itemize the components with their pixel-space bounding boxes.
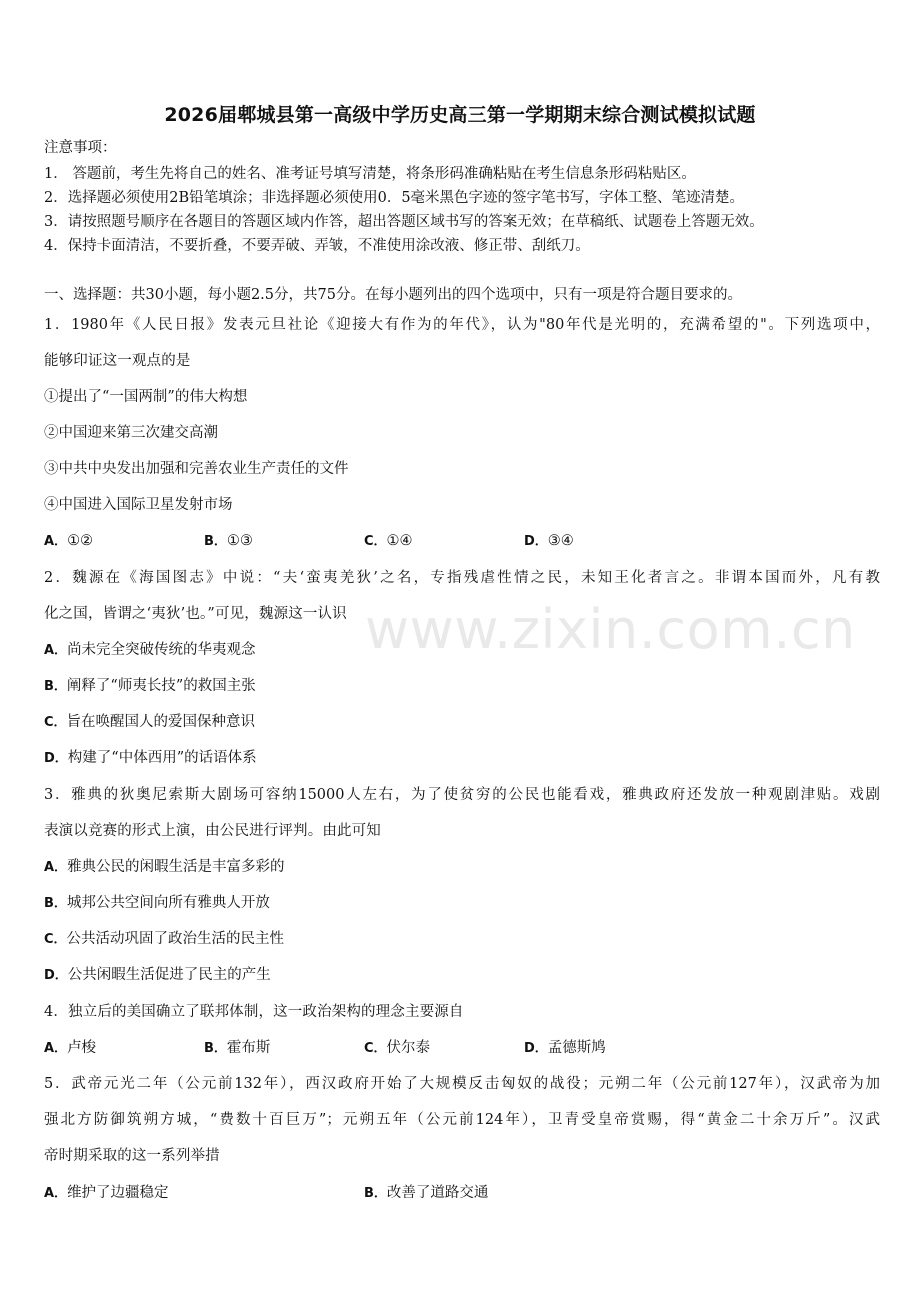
option-letter: A． <box>44 534 68 549</box>
notice-heading: 注意事项： <box>44 140 117 156</box>
option-letter: C． <box>364 534 387 549</box>
option-a[interactable] <box>44 1181 169 1202</box>
question-3-option-d[interactable] <box>44 963 271 984</box>
option-letter: B． <box>364 1186 387 1201</box>
option-letter: B． <box>204 534 227 549</box>
question-1-statement: ④中国进入国际卫星发射市场 <box>44 497 233 513</box>
option-text: 卢梭 <box>67 1040 97 1056</box>
option-b[interactable] <box>204 1036 270 1057</box>
question-1-options <box>44 530 880 552</box>
option-letter: C． <box>44 932 67 947</box>
question-5-stem-line: 强北方防御筑朔方城，“费数十百巨万”；元朔五年（公元前124年），卫青受皇帝赏赐，得“黄金二十余万斤”。汉武 <box>44 1112 880 1128</box>
question-2-option-d[interactable] <box>44 746 257 767</box>
question-5-stem-line: 5．武帝元光二年（公元前132年），西汉政府开始了大规模反击匈奴的战役；元朔二年（公元前127年），汉武帝为加 <box>44 1076 880 1092</box>
option-letter: D． <box>44 751 68 766</box>
option-letter: B． <box>44 896 67 911</box>
question-4-options <box>44 1036 880 1058</box>
option-d[interactable] <box>524 1036 606 1057</box>
notice-item: 4．保持卡面清洁，不要折叠，不要弄破、弄皱，不准使用涂改液、修正带、刮纸刀。 <box>44 238 590 254</box>
question-1-stem-line: 能够印证这一观点的是 <box>44 353 191 369</box>
notice-item: 2．选择题必须使用2B铅笔填涂；非选择题必须使用0．5毫米黑色字迹的签字笔书写，字体工整、笔迹清楚。 <box>44 190 745 206</box>
question-3-stem-line: 表演以竞赛的形式上演，由公民进行评判。由此可知 <box>44 823 381 839</box>
watermark: www.zixin.com.cn <box>365 598 856 661</box>
option-letter: A． <box>44 643 68 658</box>
option-text: ①③ <box>226 533 253 549</box>
option-c[interactable] <box>364 530 413 549</box>
option-letter: C． <box>44 715 67 730</box>
option-text: 霍布斯 <box>226 1040 271 1056</box>
option-text: 旨在唤醒国人的爱国保种意识 <box>66 714 256 730</box>
option-letter: B． <box>204 1041 227 1056</box>
question-5-stem-line: 帝时期采取的这一系列举措 <box>44 1148 220 1164</box>
section-heading: 一、选择题：共30小题，每小题2.5分，共75分。在每小题列出的四个选项中，只有一项是符合题目要求的。 <box>44 287 742 303</box>
question-1-statement: ③中共中央发出加强和完善农业生产责任的文件 <box>44 461 349 477</box>
question-4-stem-line: 4．独立后的美国确立了联邦体制，这一政治架构的理念主要源自 <box>44 1004 464 1020</box>
option-d[interactable] <box>524 530 574 549</box>
question-1-statement: ①提出了“一国两制”的伟大构想 <box>44 389 248 405</box>
option-text: ①② <box>67 533 94 549</box>
question-2-option-b[interactable] <box>44 674 256 695</box>
option-text: 公共活动巩固了政治生活的民主性 <box>66 931 285 947</box>
option-text: 公共闲暇生活促进了民主的产生 <box>67 967 271 983</box>
option-letter: A． <box>44 1041 68 1056</box>
option-text: 维护了边疆稳定 <box>67 1185 169 1201</box>
option-text: 雅典公民的闲暇生活是丰富多彩的 <box>67 859 285 875</box>
question-5-options <box>44 1181 880 1203</box>
option-a[interactable] <box>44 1036 96 1057</box>
option-text: ③④ <box>547 533 574 549</box>
question-3-option-b[interactable] <box>44 891 270 912</box>
question-1-stem-line: 1．1980年《人民日报》发表元旦社论《迎接大有作为的年代》，认为"80年代是光明的，充满希望的"。下列选项中， <box>44 317 880 333</box>
option-letter: A． <box>44 860 68 875</box>
option-letter: C． <box>364 1041 387 1056</box>
question-3-stem-line: 3．雅典的狄奥尼索斯大剧场可容纳15000人左右，为了使贫穷的公民也能看戏，雅典政府还发放一种观剧津贴。戏剧 <box>44 787 880 803</box>
question-2-option-c[interactable] <box>44 710 255 731</box>
question-3-option-a[interactable] <box>44 855 285 876</box>
option-text: 城邦公共空间向所有雅典人开放 <box>66 895 270 911</box>
option-b[interactable] <box>364 1181 488 1202</box>
option-text: 孟德斯鸠 <box>547 1040 606 1056</box>
option-letter: D． <box>44 968 68 983</box>
exam-title: 2026届郫城县第一高级中学历史高三第一学期期末综合测试模拟试题 <box>164 104 756 126</box>
option-text: 构建了“中体西用”的话语体系 <box>67 750 257 766</box>
option-letter: D． <box>524 534 548 549</box>
option-c[interactable] <box>364 1036 430 1057</box>
option-text: 尚未完全突破传统的华夷观念 <box>67 642 256 658</box>
option-letter: D． <box>524 1041 548 1056</box>
question-1-statement: ②中国迎来第三次建交高潮 <box>44 425 218 441</box>
notice-item: 3．请按照题号顺序在各题目的答题区域内作答，超出答题区域书写的答案无效；在草稿纸、试题卷上答题无效。 <box>44 214 764 230</box>
question-2-option-a[interactable] <box>44 638 256 659</box>
option-b[interactable] <box>204 530 253 549</box>
option-letter: B． <box>44 679 67 694</box>
option-letter: A． <box>44 1186 68 1201</box>
option-a[interactable] <box>44 530 93 549</box>
option-text: 改善了道路交通 <box>386 1185 489 1201</box>
question-2-stem-line: 2．魏源在《海国图志》中说：“夫‘蛮夷羌狄’之名，专指残虐性情之民，未知王化者言之。非谓本国而外，凡有教 <box>44 570 880 586</box>
notice-item: 1． 答题前，考生先将自己的姓名、准考证号填写清楚，将条形码准确粘贴在考生信息条形码粘贴区。 <box>44 166 696 182</box>
question-3-option-c[interactable] <box>44 927 284 948</box>
option-text: 阐释了“师夷长技”的救国主张 <box>66 678 256 694</box>
option-text: 伏尔泰 <box>386 1040 431 1056</box>
question-2-stem-line: 化之国，皆谓之‘夷狄’也。”可见，魏源这一认识 <box>44 606 347 622</box>
option-text: ①④ <box>386 533 413 549</box>
